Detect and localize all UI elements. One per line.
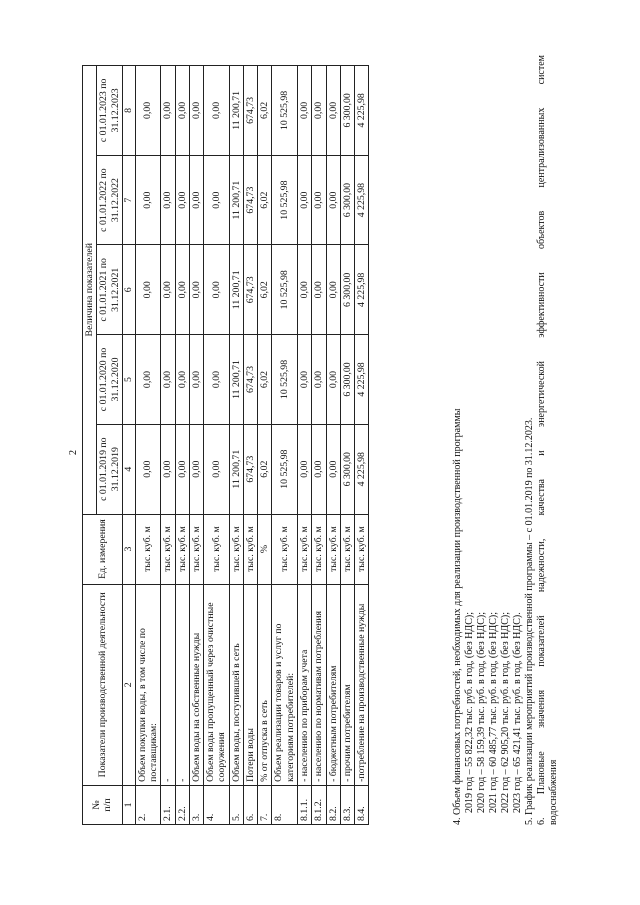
row-value: 0,00: [175, 66, 189, 156]
table-row: [161, 66, 175, 825]
row-number: 8.3.: [340, 785, 354, 824]
row-value: 0,00: [312, 155, 326, 245]
row-value: 10 525,98: [272, 424, 298, 514]
row-value: 6 300,00: [340, 335, 354, 425]
row-number: 2.1.: [161, 785, 175, 824]
header-column-index: 2: [122, 584, 135, 785]
row-indicator-name: -потребление на производственные нужды: [355, 584, 369, 785]
row-value: 0,00: [297, 155, 311, 245]
row-number: 8.4.: [355, 785, 369, 824]
row-value: 0,00: [326, 335, 340, 425]
row-value: 6,02: [258, 245, 272, 335]
financing-year-line: 2020 год – 58 159,39 тыс. руб. в год, (без НДС);: [476, 612, 487, 813]
row-value: 0,00: [135, 66, 161, 156]
row-number: 2.: [135, 785, 161, 824]
row-value: 0,00: [297, 424, 311, 514]
row-value: 6 300,00: [340, 66, 354, 156]
row-indicator-name: -: [161, 584, 175, 785]
row-value: 0,00: [135, 155, 161, 245]
row-indicator-name: Объем воды на собственные нужды: [189, 584, 203, 785]
row-value: 0,00: [189, 245, 203, 335]
header-column-index: 4: [122, 424, 135, 514]
row-value: 4 225,98: [355, 424, 369, 514]
table-row: [297, 66, 311, 825]
table-row: [312, 66, 326, 825]
row-unit: тыс. куб. м: [175, 514, 189, 584]
row-value: 674,73: [243, 245, 257, 335]
row-value: 0,00: [135, 335, 161, 425]
row-value: 10 525,98: [272, 155, 298, 245]
row-value: 6 300,00: [340, 245, 354, 335]
table-row: [340, 66, 354, 825]
row-value: 0,00: [161, 245, 175, 335]
row-value: 0,00: [297, 245, 311, 335]
row-value: 0,00: [175, 245, 189, 335]
row-indicator-name: % от отпуска в сеть: [258, 584, 272, 785]
row-number: 7.: [258, 785, 272, 824]
header-period: с 01.01.2023 по 31.12.2023: [97, 66, 123, 156]
header-period: с 01.01.2021 по 31.12.2021: [97, 245, 123, 335]
row-value: 0,00: [161, 155, 175, 245]
table-row: [204, 66, 230, 825]
financing-year-line: 2019 год – 55 822,32 тыс. руб. в год, (без НДС);: [464, 612, 475, 813]
row-value: 0,00: [297, 66, 311, 156]
row-value: 674,73: [243, 66, 257, 156]
header-number: № п/п: [83, 785, 123, 824]
row-value: 4 225,98: [355, 245, 369, 335]
row-value: 0,00: [175, 424, 189, 514]
note-item-4: 4. Объем финансовых потребностей, необходимых для реализации производственной программы: [452, 408, 463, 825]
note-item-6-line2: водоснабжения: [548, 759, 559, 825]
row-value: 0,00: [326, 424, 340, 514]
header-column-index: 8: [122, 66, 135, 156]
table-row: [272, 66, 298, 825]
row-unit: тыс. куб. м: [326, 514, 340, 584]
row-unit: тыс. куб. м: [135, 514, 161, 584]
row-value: 0,00: [312, 66, 326, 156]
row-indicator-name: Потери воды: [243, 584, 257, 785]
row-value: 0,00: [189, 424, 203, 514]
row-number: 3.: [189, 785, 203, 824]
row-number: 8.: [272, 785, 298, 824]
row-value: 674,73: [243, 335, 257, 425]
row-value: 0,00: [135, 245, 161, 335]
row-value: 6 300,00: [340, 424, 354, 514]
row-number: 2.2.: [175, 785, 189, 824]
row-unit: тыс. куб. м: [204, 514, 230, 584]
row-indicator-name: Объем воды пропущенный через очистные сооружения: [204, 584, 230, 785]
row-value: 6,02: [258, 335, 272, 425]
row-value: 0,00: [161, 335, 175, 425]
row-value: 11 200,71: [229, 424, 243, 514]
table-row: [135, 66, 161, 825]
row-indicator-name: - населению по нормативам потребления: [312, 584, 326, 785]
row-value: 0,00: [326, 155, 340, 245]
row-value: 4 225,98: [355, 335, 369, 425]
row-indicator-name: -: [175, 584, 189, 785]
row-number: 8.2.: [326, 785, 340, 824]
financing-year-line: 2021 год – 60 485,77 тыс. руб. в год, (без НДС);: [488, 612, 499, 813]
row-value: 11 200,71: [229, 155, 243, 245]
row-value: 0,00: [161, 424, 175, 514]
row-value: 674,73: [243, 155, 257, 245]
row-value: 0,00: [312, 245, 326, 335]
row-value: 0,00: [161, 66, 175, 156]
row-indicator-name: Объем покупки воды, в том числе по поставщикам:: [135, 584, 161, 785]
row-value: 0,00: [175, 335, 189, 425]
row-value: 10 525,98: [272, 335, 298, 425]
row-value: 0,00: [312, 424, 326, 514]
row-value: 6 300,00: [340, 155, 354, 245]
row-value: 4 225,98: [355, 66, 369, 156]
row-indicator-name: - прочим потребителям: [340, 584, 354, 785]
header-column-index: 6: [122, 245, 135, 335]
header-period: с 01.01.2019 по 31.12.2019: [97, 424, 123, 514]
row-unit: тыс. куб. м: [355, 514, 369, 584]
row-unit: тыс. куб. м: [189, 514, 203, 584]
row-value: 0,00: [204, 245, 230, 335]
financing-year-line: 2022 год – 62 905,20 тыс. руб. в год, (без НДС);: [500, 612, 511, 813]
row-indicator-name: - населению по приборам учета: [297, 584, 311, 785]
row-number: 8.1.2.: [312, 785, 326, 824]
table-row: [243, 66, 257, 825]
note-item-6-line1: 6. Плановые значения показателей надежности, качества и энергетической эффективности объектов централизованных систем: [536, 55, 547, 825]
notes-section: [452, 55, 560, 825]
row-value: 11 200,71: [229, 335, 243, 425]
page-number: 2: [68, 450, 79, 455]
table-row: [175, 66, 189, 825]
row-indicator-name: - бюджетным потребителям: [326, 584, 340, 785]
row-number: 6.: [243, 785, 257, 824]
row-unit: тыс. куб. м: [312, 514, 326, 584]
header-period: с 01.01.2022 по 31.12.2022: [97, 155, 123, 245]
financing-year-line: 2023 год – 65 421,41 тыс. руб. в год, (без НДС).: [512, 612, 523, 813]
row-indicator-name: Объем воды, поступившей в сеть: [229, 584, 243, 785]
row-value: 0,00: [204, 424, 230, 514]
row-unit: %: [258, 514, 272, 584]
table-row: [326, 66, 340, 825]
row-unit: тыс. куб. м: [161, 514, 175, 584]
header-period: с 01.01.2020 по 31.12.2020: [97, 335, 123, 425]
row-value: 10 525,98: [272, 66, 298, 156]
row-number: 8.1.1.: [297, 785, 311, 824]
row-value: 0,00: [189, 335, 203, 425]
header-column-index: 7: [122, 155, 135, 245]
row-number: 4.: [204, 785, 230, 824]
row-value: 11 200,71: [229, 245, 243, 335]
row-value: 10 525,98: [272, 245, 298, 335]
table-row: [355, 66, 369, 825]
row-value: 0,00: [204, 155, 230, 245]
row-value: 0,00: [189, 155, 203, 245]
header-column-index: 5: [122, 335, 135, 425]
row-value: 0,00: [297, 335, 311, 425]
header-column-index: 1: [122, 785, 135, 824]
row-value: 0,00: [189, 66, 203, 156]
row-value: 0,00: [204, 66, 230, 156]
table-row: [258, 66, 272, 825]
row-indicator-name: Объем реализации товаров и услуг по категориям потребителей:: [272, 584, 298, 785]
row-number: 5.: [229, 785, 243, 824]
note-item-5: 5. График реализации мероприятий производственной программы – с 01.01.2019 по 31.12.2023.: [524, 417, 535, 825]
table-row: [229, 66, 243, 825]
header-unit: Ед. измерения: [83, 514, 123, 584]
row-unit: тыс. куб. м: [243, 514, 257, 584]
header-values-group: Величина показателей: [83, 66, 97, 515]
row-value: 6,02: [258, 424, 272, 514]
row-value: 0,00: [312, 335, 326, 425]
row-value: 0,00: [326, 245, 340, 335]
row-unit: тыс. куб. м: [272, 514, 298, 584]
row-value: 11 200,71: [229, 66, 243, 156]
table-row: [189, 66, 203, 825]
header-indicator: Показатели производственной деятельности: [83, 584, 123, 785]
row-value: 0,00: [175, 155, 189, 245]
row-value: 0,00: [326, 66, 340, 156]
row-value: 6,02: [258, 66, 272, 156]
header-column-index: 3: [122, 514, 135, 584]
row-value: 0,00: [135, 424, 161, 514]
row-value: 6,02: [258, 155, 272, 245]
production-indicators-table: [82, 65, 369, 825]
row-unit: тыс. куб. м: [297, 514, 311, 584]
row-unit: тыс. куб. м: [340, 514, 354, 584]
row-unit: тыс. куб. м: [229, 514, 243, 584]
row-value: 0,00: [204, 335, 230, 425]
row-value: 674,73: [243, 424, 257, 514]
row-value: 4 225,98: [355, 155, 369, 245]
